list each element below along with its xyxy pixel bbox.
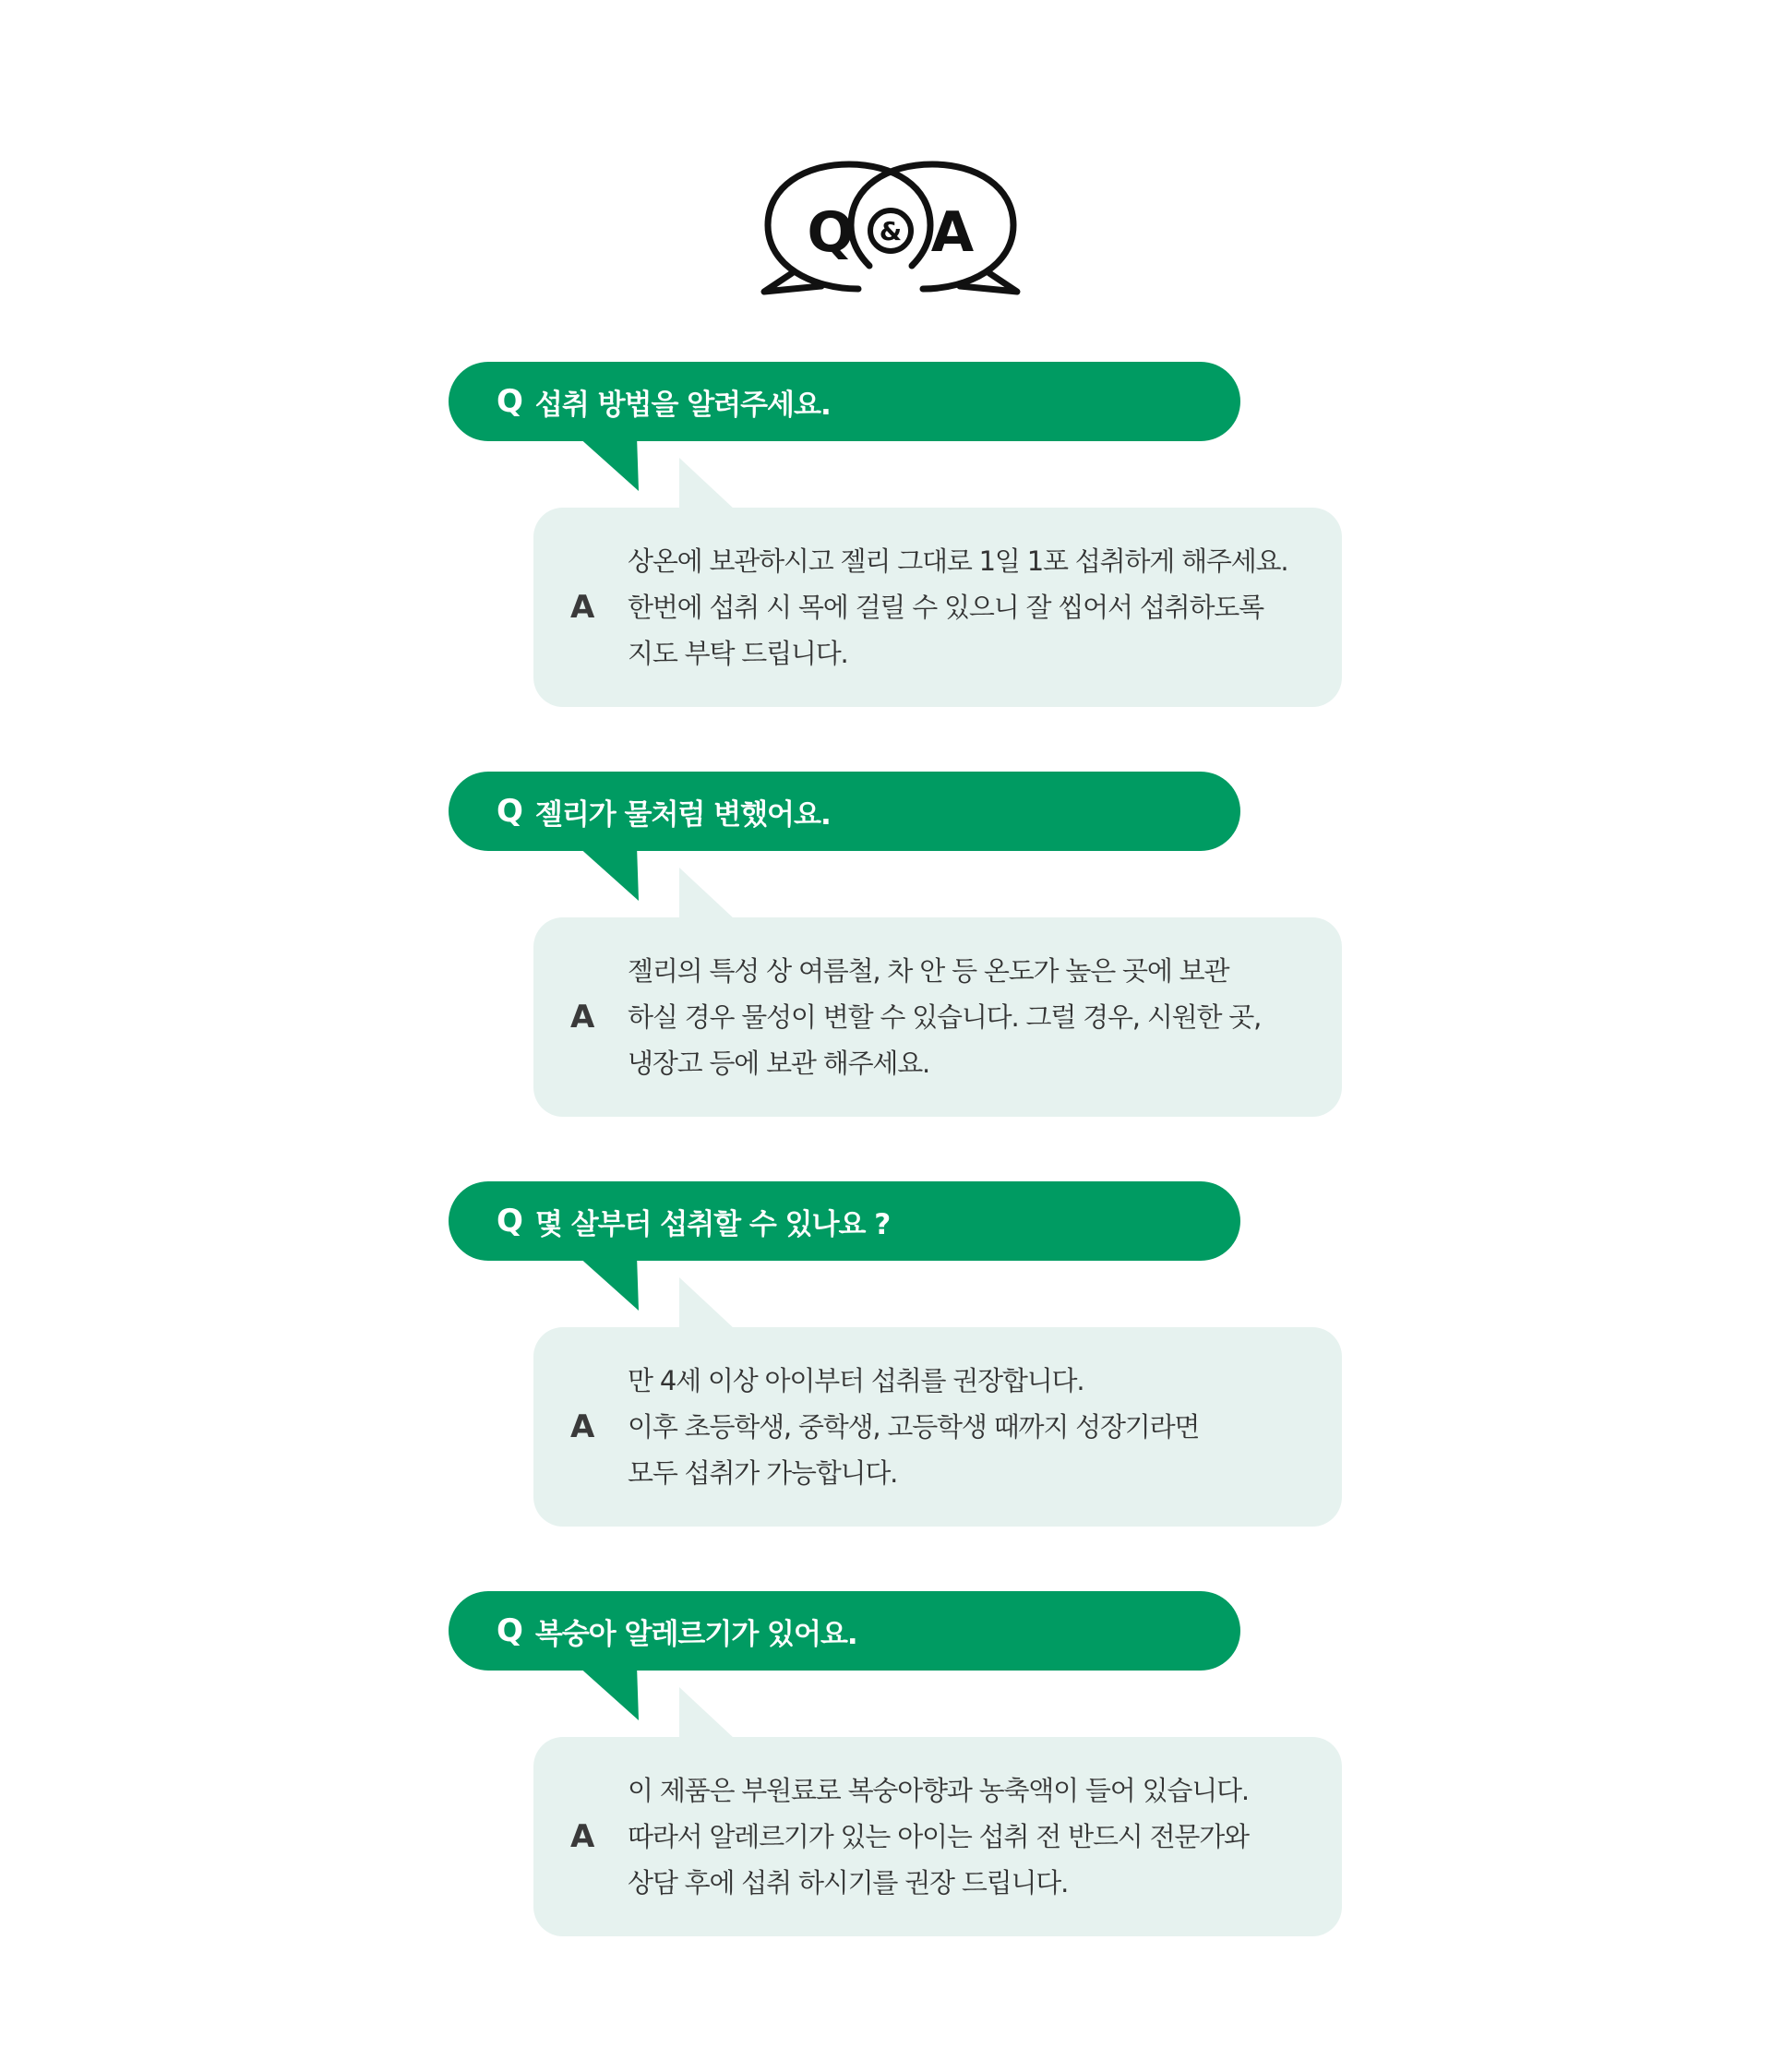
answer-line: 한번에 섭취 시 목에 걸릴 수 있으니 잘 씹어서 섭취하도록 — [628, 592, 1263, 623]
answer-bubble — [533, 508, 1342, 707]
answer-line: 냉장고 등에 보관 해주세요. — [628, 1048, 930, 1079]
question-mark-label: Q — [497, 1612, 522, 1649]
answer-line: 모두 섭취가 가능합니다. — [628, 1457, 898, 1489]
faq-item — [0, 772, 1772, 1122]
logo-a-letter: A — [930, 200, 975, 265]
answer-text — [628, 1327, 1311, 1527]
answer-bubble — [533, 1737, 1342, 1936]
question-bubble[interactable] — [449, 1181, 1240, 1261]
answer-line: 이 제품은 부원료로 복숭아향과 농축액이 들어 있습니다. — [628, 1775, 1249, 1806]
question-text: 몇 살부터 섭취할 수 있나요 ? — [534, 1207, 891, 1241]
answer-line: 따라서 알레르기가 있는 아이는 섭취 전 반드시 전문가와 — [628, 1821, 1249, 1852]
question-mark-label: Q — [497, 1203, 522, 1240]
faq-item — [0, 1181, 1772, 1532]
question-text: 섭취 방법을 알려주세요. — [534, 388, 831, 422]
answer-text — [628, 508, 1311, 707]
logo-q-letter: Q — [807, 200, 855, 265]
answer-text — [628, 917, 1311, 1117]
answer-line: 상담 후에 섭취 하시기를 권장 드립니다. — [628, 1867, 1069, 1898]
answer-line: 만 4세 이상 아이부터 섭취를 권장합니다. — [628, 1365, 1084, 1396]
answer-mark-label: A — [570, 1818, 595, 1855]
answer-bubble — [533, 917, 1342, 1117]
question-mark-label: Q — [497, 383, 522, 420]
faq-item — [0, 1591, 1772, 1942]
question-bubble[interactable] — [449, 362, 1240, 441]
question-mark-label: Q — [497, 793, 522, 830]
answer-line: 젤리의 특성 상 여름철, 차 안 등 온도가 높은 곳에 보관 — [628, 955, 1229, 987]
answer-line: 지도 부탁 드립니다. — [628, 638, 848, 669]
answer-text — [628, 1737, 1311, 1936]
question-text: 복숭아 알레르기가 있어요. — [534, 1617, 857, 1651]
answer-line: 이후 초등학생, 중학생, 고등학생 때까지 성장기라면 — [628, 1411, 1200, 1443]
answer-mark-label: A — [570, 999, 595, 1036]
question-bubble[interactable] — [449, 772, 1240, 851]
answer-mark-label: A — [570, 589, 595, 626]
qa-logo-icon — [757, 157, 1024, 305]
logo-ampersand: & — [879, 216, 903, 246]
answer-line: 상온에 보관하시고 젤리 그대로 1일 1포 섭취하게 해주세요. — [628, 545, 1288, 577]
answer-bubble — [533, 1327, 1342, 1527]
answer-line: 하실 경우 물성이 변할 수 있습니다. 그럴 경우, 시원한 곳, — [628, 1001, 1262, 1033]
faq-item — [0, 362, 1772, 713]
answer-mark-label: A — [570, 1408, 595, 1445]
question-text: 젤리가 물처럼 변했어요. — [534, 797, 831, 832]
question-bubble[interactable] — [449, 1591, 1240, 1671]
